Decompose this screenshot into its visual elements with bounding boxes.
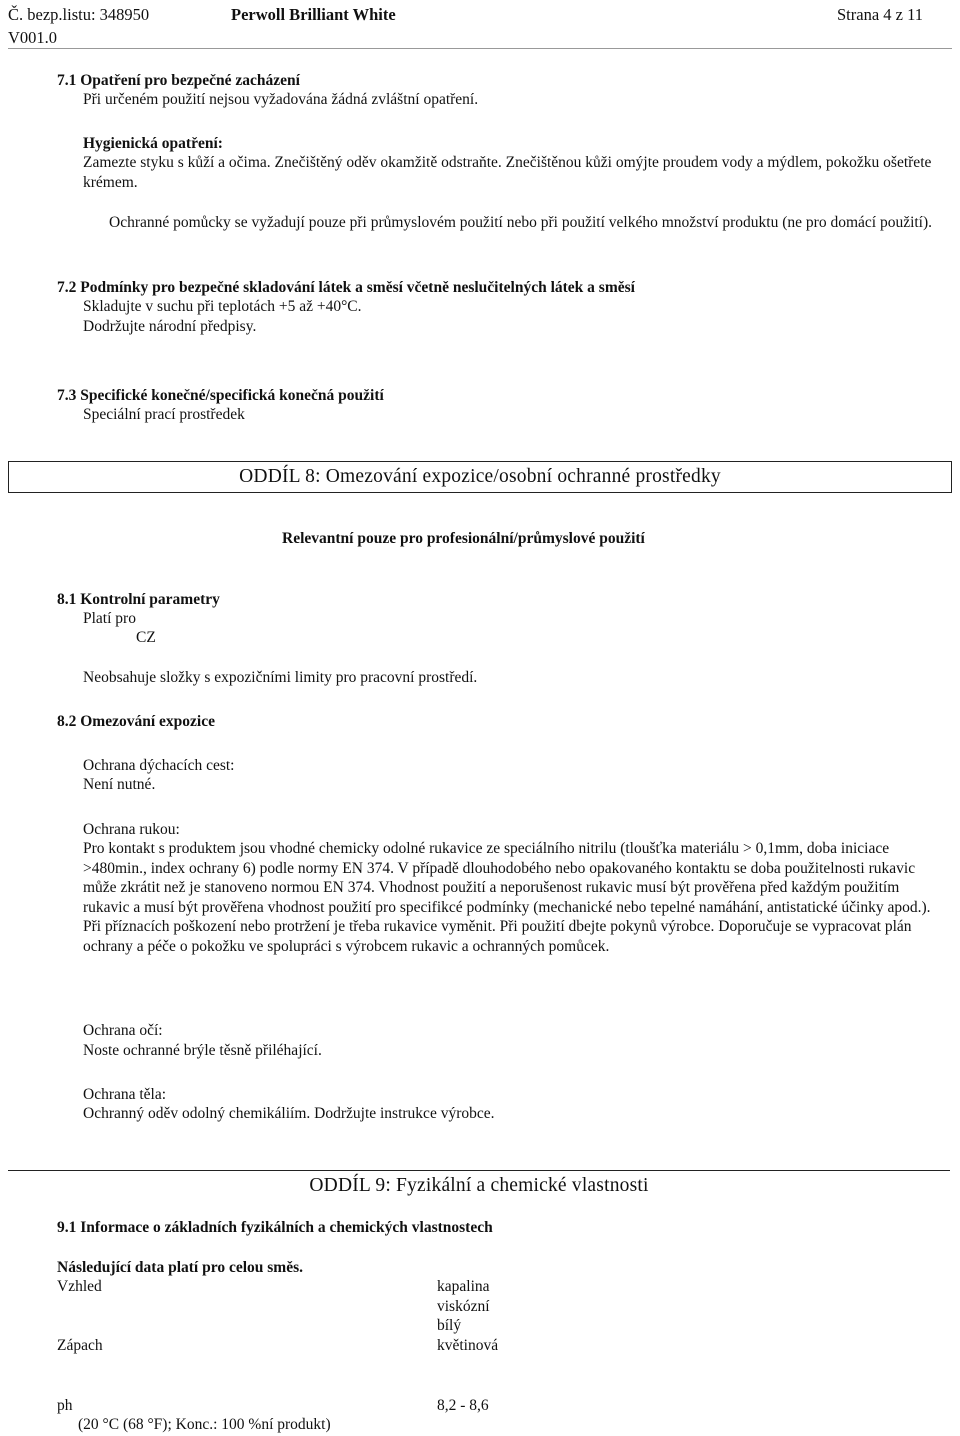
property-note: (20 °C (68 °F); Konc.: 100 %ní produkt) xyxy=(78,1416,331,1433)
no-exposure-limits: Neobsahuje složky s expozičními limity pro pracovní prostředí. xyxy=(83,669,478,686)
section-8-2-title: 8.2 Omezování expozice xyxy=(57,713,215,730)
section-9-1-title: 9.1 Informace o základních fyzikálních a chemických vlastnostech xyxy=(57,1219,493,1236)
property-value: kapalina xyxy=(437,1278,490,1295)
property-value: viskózní xyxy=(437,1298,490,1315)
property-value: 8,2 - 8,6 xyxy=(437,1397,489,1414)
eye-protection-text: Noste ochranné brýle těsně přiléhající. xyxy=(83,1042,322,1059)
respiratory-text: Není nutné. xyxy=(83,776,156,793)
body-protection-text: Ochranný oděv odolný chemikáliím. Dodržujte instrukce výrobce. xyxy=(83,1105,495,1122)
product-name: Perwoll Brilliant White xyxy=(231,5,396,24)
body-protection-label: Ochrana těla: xyxy=(83,1086,167,1103)
storage-temperature: Skladujte v suchu při teplotách +5 až +40°C. xyxy=(83,298,362,315)
country-code: CZ xyxy=(136,629,156,646)
section-9-heading: ODDÍL 9: Fyzikální a chemické vlastnosti xyxy=(8,1170,950,1201)
section-7-1-title: 7.1 Opatření pro bezpečné zacházení xyxy=(57,72,300,89)
protective-equipment-text: Ochranné pomůcky se vyžadují pouze při průmyslovém použití nebo při použití velkého množství produktu (ne pro domácí použití). xyxy=(109,214,933,231)
hygiene-text: Zamezte styku s kůží a očima. Znečištěný oděv okamžitě odstraňte. Znečištěnou kůži omýjte proudem vody a mýdlem, pokožku ošetřete krémem. xyxy=(83,154,932,191)
property-label: Vzhled xyxy=(57,1278,102,1295)
section-7-2-title: 7.2 Podmínky pro bezpečné skladování látek a směsí včetně neslučitelných látek a směsí xyxy=(57,279,635,296)
property-value: bílý xyxy=(437,1317,462,1334)
hand-protection-label: Ochrana rukou: xyxy=(83,821,180,838)
section-8-heading: ODDÍL 8: Omezování expozice/osobní ochranné prostředky xyxy=(8,461,952,493)
storage-regulations: Dodržujte národní předpisy. xyxy=(83,318,257,335)
page-number: Strana 4 z 11 xyxy=(837,5,923,24)
section-7-3-text: Speciální prací prostředek xyxy=(83,406,245,423)
respiratory-label: Ochrana dýchacích cest: xyxy=(83,757,235,774)
section-7-3-title: 7.3 Specifické konečné/specifická konečná použití xyxy=(57,387,384,404)
section-7-1-text: Při určeném použití nejsou vyžadována žádná zvláštní opatření. xyxy=(83,91,479,108)
property-value: květinová xyxy=(437,1337,499,1354)
data-applies-note: Následující data platí pro celou směs. xyxy=(57,1259,303,1276)
section-8-subheading: Relevantní pouze pro profesionální/průmyslové použití xyxy=(282,530,645,547)
property-label: ph xyxy=(57,1397,73,1414)
hygiene-title: Hygienická opatření: xyxy=(83,135,223,152)
sheet-number: Č. bezp.listu: 348950 xyxy=(8,5,150,24)
property-label: Zápach xyxy=(57,1337,103,1354)
eye-protection-label: Ochrana očí: xyxy=(83,1022,163,1039)
hand-protection-text: Pro kontakt s produktem jsou vhodné chemicky odolné rukavice ze speciálního nitrilu (tloušťka materiálu > 0,1mm, doba iniciace >480min., index ochrany 6) podle normy EN 374. V případě dlouhodobého nebo opakovaného kontaktu se doba použitelnosti rukavic může zkrátit než je stanoveno normou EN 374. Vhodnost použití a neporušenost rukavic musí být prověřena před každým použitím rukavic a musí být prověřena vhodnost použití pro specifikcé podmínky (mechanické nebo tepelné namáhání, antistatické účinky apod.). Při příznacích poškození nebo protržení je třeba rukavice vyměnit. Při použití dbejte pokynů výrobce. Doporučuje se vypracovat plán ochrany a péče o pokožku ve spolupráci s výrobcem rukavic a ochranných pomůcek. xyxy=(83,840,931,955)
version: V001.0 xyxy=(8,28,58,47)
header-divider xyxy=(8,48,952,49)
section-8-1-title: 8.1 Kontrolní parametry xyxy=(57,591,220,608)
valid-for-label: Platí pro xyxy=(83,610,136,627)
